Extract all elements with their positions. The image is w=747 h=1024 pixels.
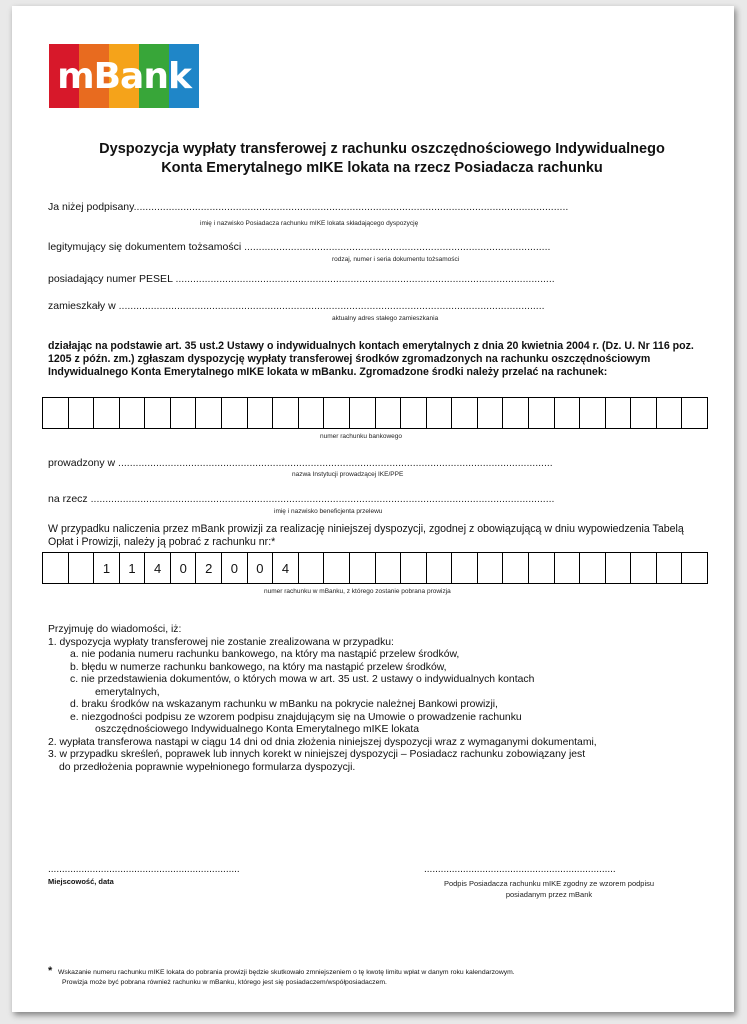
target-account-digit-box[interactable] [427,398,453,428]
fee-account-digit-box[interactable] [682,553,707,583]
undersigned-label: Ja niżej podpisany [48,201,134,213]
target-account-digit-box[interactable] [324,398,350,428]
target-account-digit-box[interactable] [478,398,504,428]
target-account-digit-box[interactable] [120,398,146,428]
fee-account-digit-box[interactable]: 4 [145,553,171,583]
footnote [48,966,718,988]
fee-account-digit-box[interactable] [299,553,325,583]
footnote-marker: * [48,965,53,977]
fee-account-digit-box[interactable]: 1 [120,553,146,583]
fee-account-boxes[interactable] [42,552,708,584]
signature-label [424,878,674,900]
fee-account-digit-box[interactable]: 0 [171,553,197,583]
target-account-digit-box[interactable] [299,398,325,428]
pesel-label: posiadający numer PESEL [48,273,173,285]
ack-item-2: 2. wypłata transferowa nastąpi w ciągu 14 dni od dnia złożenia niniejszej dyspozycji wraz z wymaganymi dokumentami, [48,736,597,748]
pesel-field[interactable]: posiadający numer PESEL .................................................................................................................................. [48,273,555,285]
target-account-digit-box[interactable] [171,398,197,428]
beneficiary-field[interactable]: na rzecz ............................................................................................................................................................... [48,493,555,505]
target-account-digit-box[interactable] [273,398,299,428]
ack-item-1: 1. dyspozycja wypłaty transferowej nie zostanie zrealizowana w przypadku: [48,636,394,648]
fee-account-digit-box[interactable] [529,553,555,583]
undersigned-field[interactable]: Ja niżej podpisany..................................................................................................................................................... [48,201,569,213]
signature-label-line2: posiadanym przez mBank [505,890,593,899]
fee-account-digit-box[interactable] [555,553,581,583]
target-account-digit-box[interactable] [401,398,427,428]
ack-item-1a: a. nie podania numeru rachunku bankowego, na który ma nastąpić przelew środków, [70,649,460,660]
fee-paragraph: W przypadku naliczenia przez mBank prowizji za realizację niniejszej dyspozycji, zgodnej z obowiązującą w dniu wypowiedzenia Tabelą Opłat i Prowizji, należy ją pobrać z rachunku nr:* [48,523,684,548]
address-label: zamieszkały w [48,300,116,312]
fee-account-hint: numer rachunku w mBanku, z którego zostanie pobrana prowizja [264,588,451,595]
document-title [52,140,712,178]
title-line-2: Konta Emerytalnego mIKE lokata na rzecz Posiadacza rachunku [161,160,603,176]
undersigned-hint: imię i nazwisko Posiadacza rachunku mIKE lokata składającego dyspozycję [200,220,419,227]
target-account-digit-box[interactable] [43,398,69,428]
fee-account-digit-box[interactable] [43,553,69,583]
beneficiary-hint: imię i nazwisko beneficjenta przelewu [274,508,383,515]
ack-item-1b: b. błędu w numerze rachunku bankowego, na który ma nastąpić przelew środków, [70,661,447,673]
target-account-digit-box[interactable] [196,398,222,428]
target-account-digit-box[interactable] [657,398,683,428]
maintained-by-hint: nazwa Instytucji prowadzącej IKE/PPE [292,471,404,478]
maintained-by-field[interactable]: prowadzony w ..................................................................................................................................................... [48,457,553,469]
ack-item-1e-cont: oszczędnościowego Indywidualnego Konta Emerytalnego mIKE lokata [95,724,420,735]
ack-item-1e: e. niezgodności podpisu ze wzorem podpisu znajdującym się na Umowie o prowadzenie rachunku [70,711,522,723]
document-page [12,6,734,1012]
target-account-digit-box[interactable] [452,398,478,428]
fee-account-digit-box[interactable] [376,553,402,583]
mbank-logo [49,44,199,108]
signature-label-line1: Podpis Posiadacza rachunku mIKE zgodny ze wzorem podpisu [443,879,655,888]
beneficiary-label: na rzecz [48,493,88,505]
title-line-1: Dyspozycja wypłaty transferowej z rachunku oszczędnościowego Indywidualnego [99,141,665,157]
maintained-by-label: prowadzony w [48,457,116,469]
fee-account-digit-box[interactable]: 0 [222,553,248,583]
target-account-digit-box[interactable] [555,398,581,428]
target-account-digit-box[interactable] [376,398,402,428]
fee-account-digit-box[interactable]: 2 [196,553,222,583]
address-field[interactable]: zamieszkały w .................................................................................................................................................. [48,300,545,312]
target-account-digit-box[interactable] [69,398,95,428]
signature-line[interactable]: ..................................................................... [424,864,616,875]
target-account-digit-box[interactable] [631,398,657,428]
ack-heading: Przyjmuję do wiadomości, iż: [48,624,182,635]
target-account-digit-box[interactable] [529,398,555,428]
id-document-hint: rodzaj, numer i seria dokumentu tożsamości [332,256,460,263]
ack-item-1d: d. braku środków na wskazanym rachunku w mBanku na pokrycie należnej Bankowi prowizji, [70,699,498,710]
fee-account-digit-box[interactable] [606,553,632,583]
fee-account-digit-box[interactable] [657,553,683,583]
fee-account-digit-box[interactable]: 4 [273,553,299,583]
fee-account-digit-box[interactable] [452,553,478,583]
place-date-line[interactable]: ..................................................................... [48,864,240,875]
target-account-digit-box[interactable] [350,398,376,428]
ack-item-3: 3. w przypadku skreśleń, poprawek lub innych korekt w niniejszej dyspozycji – Posiadacz rachunku zobowiązany jest [48,749,586,760]
fee-account-digit-box[interactable] [401,553,427,583]
target-account-boxes[interactable] [42,397,708,429]
address-hint: aktualny adres stałego zamieszkania [332,315,439,322]
acknowledgement-section [48,624,718,774]
ack-item-1c: c. nie przedstawienia dokumentów, o których mowa w art. 35 ust. 2 ustawy o indywidualnych kontach [70,674,535,685]
target-account-digit-box[interactable] [94,398,120,428]
fee-account-digit-box[interactable] [427,553,453,583]
target-account-digit-box[interactable] [503,398,529,428]
target-account-hint: numer rachunku bankowego [320,433,403,440]
fee-account-digit-box[interactable] [580,553,606,583]
ack-item-3-cont: do przedłożenia poprawnie wypełnionego formularza dyspozycji. [59,761,356,773]
target-account-digit-box[interactable] [222,398,248,428]
fee-account-digit-box[interactable] [324,553,350,583]
fee-account-digit-box[interactable] [503,553,529,583]
target-account-digit-box[interactable] [580,398,606,428]
fee-account-digit-box[interactable] [350,553,376,583]
logo-wordmark: mBank [57,55,191,97]
target-account-digit-box[interactable] [145,398,171,428]
fee-account-digit-box[interactable]: 1 [94,553,120,583]
target-account-digit-box[interactable] [606,398,632,428]
fee-account-digit-box[interactable] [478,553,504,583]
legal-paragraph: działając na podstawie art. 35 ust.2 Ustawy o indywidualnych kontach emerytalnych z dnia 20 kwietnia 2004 r. (Dz. U. Nr 116 poz. 1205 z późn. zm.) zgłaszam dyspozycję wypłaty transferowej środków zgromadzonych na rachunku oszczędnościowym Indywidualnego Konta Emerytalnego mIKE lokata w mBanku. Zgromadzone środki należy przelać na rachunek: [48,340,694,378]
id-document-field[interactable]: legitymujący się dokumentem tożsamości ......................................................................................................... [48,241,551,253]
place-date-label: Miejscowość, data [48,877,114,886]
fee-account-digit-box[interactable]: 0 [248,553,274,583]
id-document-label: legitymujący się dokumentem tożsamości [48,241,242,253]
ack-item-1c-cont: emerytalnych, [95,686,160,698]
fee-account-digit-box[interactable] [631,553,657,583]
footnote-line1: Wskazanie numeru rachunku mIKE lokata do pobrania prowizji będzie skutkowało zmniejszeniem o tę kwotę limitu wpłat w danym roku kalendarzowym. [57,969,515,976]
target-account-digit-box[interactable] [248,398,274,428]
fee-account-digit-box[interactable] [69,553,95,583]
target-account-digit-box[interactable] [682,398,707,428]
footnote-line2: Prowizja może być pobrana również rachunku w mBanku, którego jest się posiadaczem/współposiadaczem. [62,979,387,986]
